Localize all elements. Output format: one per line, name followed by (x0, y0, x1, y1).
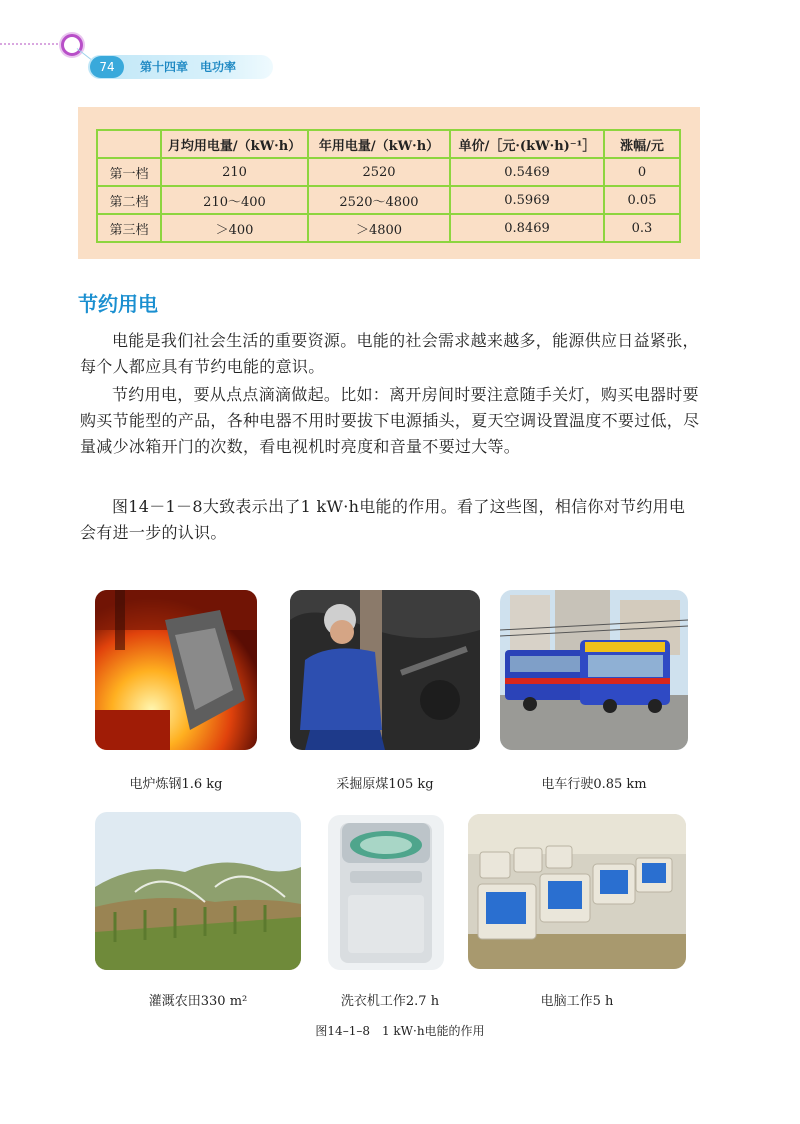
table-cell: 0.5969 (450, 186, 604, 214)
table-cell: 第三档 (97, 214, 161, 242)
table-row (97, 158, 680, 186)
washing-machine-photo (328, 815, 444, 970)
table-header-cell: 月均用电量/（kW·h） (161, 130, 308, 158)
table-cell: 2520～4800 (308, 186, 450, 214)
table-cell: 0 (604, 158, 680, 186)
page-number: 74 (90, 56, 124, 78)
body-paragraph: 图14－1－8大致表示出了1 kW·h电能的作用。看了这些图，相信你对节约用电会有进一步的认识。 (80, 497, 686, 542)
table-cell: ＞400 (161, 214, 308, 242)
tariff-table-panel (78, 107, 700, 259)
table-cell: 0.5469 (450, 158, 604, 186)
table-cell: 0.05 (604, 186, 680, 214)
table-row (97, 186, 680, 214)
photo-caption: 电炉炼钢1.6 kg (129, 777, 223, 792)
header-dotted-line (0, 43, 62, 45)
photo-caption: 采掘原煤105 kg (336, 777, 434, 792)
table-cell: 210 (161, 158, 308, 186)
header-ring-icon (61, 34, 83, 56)
table-cell: 210～400 (161, 186, 308, 214)
tariff-table (96, 129, 681, 243)
table-cell: ＞4800 (308, 214, 450, 242)
photo-caption: 洗衣机工作2.7 h (340, 994, 440, 1009)
table-cell: 0.8469 (450, 214, 604, 242)
irrigation-farmland-photo (95, 812, 301, 970)
body-paragraph: 节约用电，要从点点滴滴做起。比如：离开房间时要注意随手关灯，购买电器时要购买节能型的产品，各种电器不用时要拔下电源插头，夏天空调设置温度不要过低，尽量减少冰箱开门的次数，看电视机时亮度和音量不要过大等。 (80, 385, 700, 456)
photo-caption: 电脑工作5 h (540, 994, 614, 1009)
computer-lab-photo (468, 814, 686, 969)
table-header-cell: 年用电量/（kW·h） (308, 130, 450, 158)
chapter-title: 第十四章 电功率 (140, 60, 237, 74)
table-header-cell: 单价/［元·(kW·h)⁻¹］ (450, 130, 604, 158)
trolley-bus-photo (500, 590, 688, 750)
figure-caption: 图14–1–8 1 kW·h电能的作用 (315, 1024, 485, 1038)
table-cell: 2520 (308, 158, 450, 186)
coal-miner-photo (290, 590, 480, 750)
photo-caption: 灌溉农田330 m² (148, 994, 248, 1009)
table-cell: 0.3 (604, 214, 680, 242)
body-paragraph: 电能是我们社会生活的重要资源。电能的社会需求越来越多，能源供应日益紧张，每个人都应具有节约电能的意识。 (80, 331, 699, 376)
section-heading: 节约用电 (78, 292, 158, 316)
table-row (97, 214, 680, 242)
table-header-cell (97, 130, 161, 158)
table-cell: 第二档 (97, 186, 161, 214)
photo-caption: 电车行驶0.85 km (541, 777, 647, 792)
table-header-row (97, 130, 680, 158)
steel-furnace-photo (95, 590, 257, 750)
table-header-cell: 涨幅/元 (604, 130, 680, 158)
table-cell: 第一档 (97, 158, 161, 186)
